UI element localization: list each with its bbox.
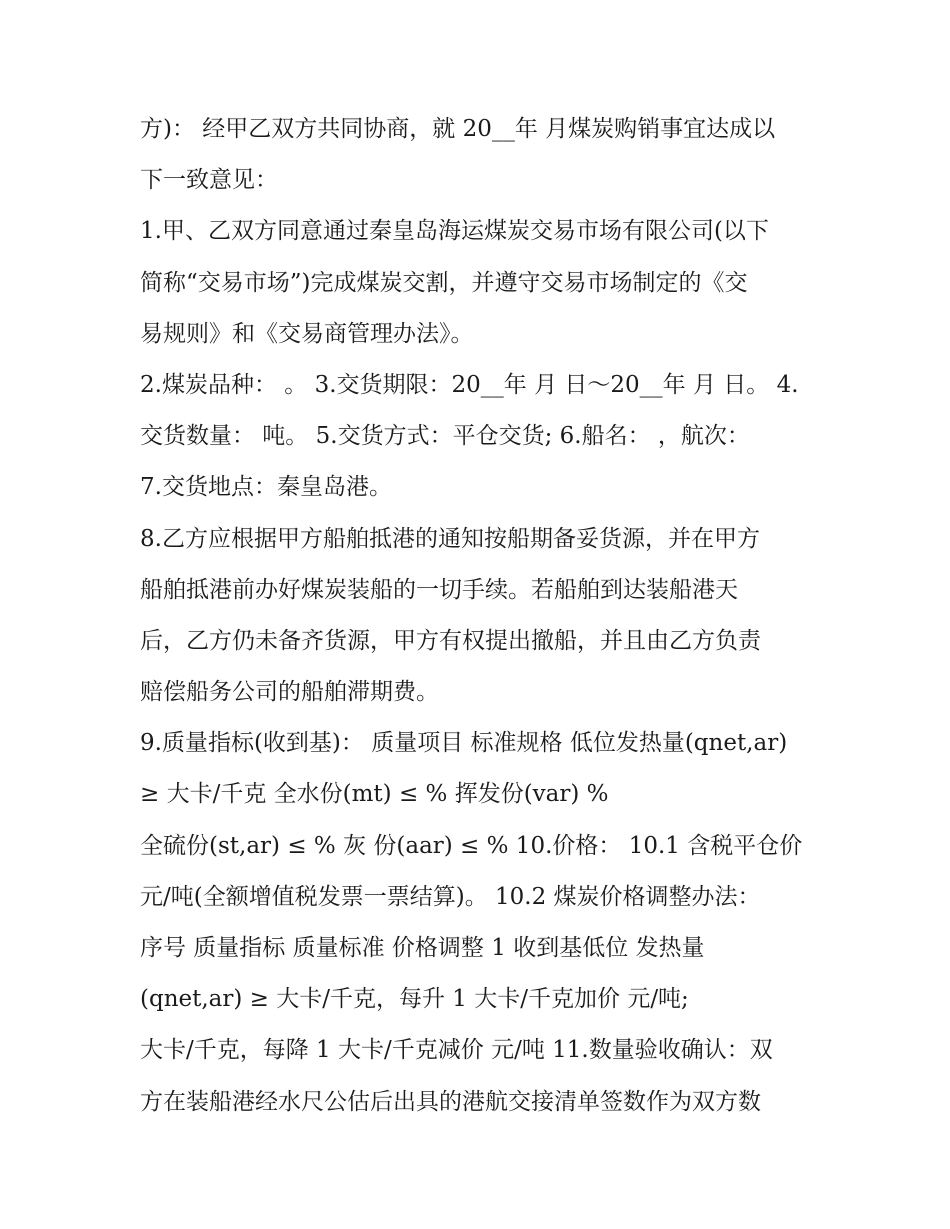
text-line: 后，乙方仍未备齐货源，甲方有权提出撤船，并且由乙方负责 xyxy=(140,627,761,654)
text-line: 2.煤炭品种： 。 3.交货期限：20__年 月 日～20__年 月 日。 4. xyxy=(140,371,799,398)
text-line: 赔偿船务公司的船舶滞期费。 xyxy=(140,679,439,706)
text-line: 大卡/千克，每降 1 大卡/千克减价 元/吨 11.数量验收确认：双 xyxy=(140,1037,773,1064)
text-line: 1.甲、乙双方同意通过秦皇岛海运煤炭交易市场有限公司(以下 xyxy=(140,218,769,245)
text-line: 序号 质量指标 质量标准 价格调整 1 收到基低位 发热量 xyxy=(140,935,705,961)
text-line: 易规则》和《交易商管理办法》。 xyxy=(140,320,474,347)
contract-text-block xyxy=(140,104,820,1128)
text-line: 方)： 经甲乙双方共同协商，就 20__年 月煤炭购销事宜达成以 xyxy=(140,116,776,142)
text-line: 9.质量指标(收到基)： 质量项目 标准规格 低位发热量(qnet,ar) xyxy=(140,730,788,757)
text-line: 7.交货地点：秦皇岛港。 xyxy=(140,474,392,501)
text-line: 简称“交易市场”)完成煤炭交割，并遵守交易市场制定的《交 xyxy=(140,269,748,296)
text-line: 船舶抵港前办好煤炭装船的一切手续。若船舶到达装船港天 xyxy=(140,576,738,603)
text-line: 交货数量： 吨。 5.交货方式：平仓交货; 6.船名： ，航次： xyxy=(140,423,750,450)
text-line: 下一致意见： xyxy=(140,167,278,194)
text-line: 方在装船港经水尺公估后出具的港航交接清单签数作为双方数 xyxy=(140,1088,761,1115)
text-line: 全硫份(st,ar) ≤ % 灰 份(aar) ≤ % 10.价格： 10.1 含税平仓价 xyxy=(140,832,803,859)
text-line: 元/吨(全额增值税发票一票结算)。 10.2 煤炭价格调整办法： xyxy=(140,883,761,910)
text-line: ≥ 大卡/千克 全水份(mt) ≤ % 挥发份(var) % xyxy=(140,781,609,808)
text-line: 8.乙方应根据甲方船舶抵港的通知按船期备妥货源，并在甲方 xyxy=(140,525,760,552)
text-line: (qnet,ar) ≥ 大卡/千克，每升 1 大卡/千克加价 元/吨; xyxy=(140,986,689,1013)
